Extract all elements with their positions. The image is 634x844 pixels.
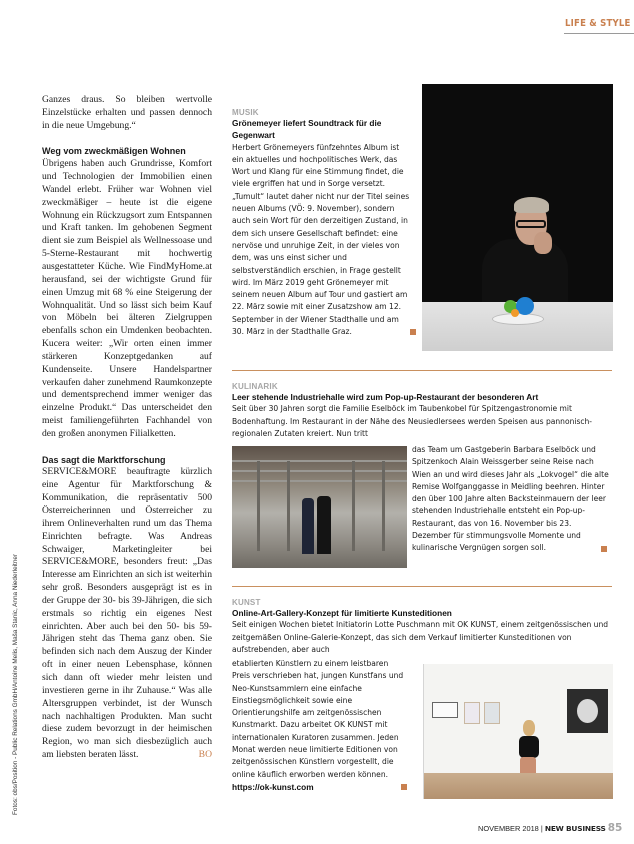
body-kunst-left-text: etablierten Künstlern zu einem leistbaren Preis verschrieben hat, jungen Kunstfans und Neo-Kunstsammlern eine einfache Einstiegsmöglichkeit sowie eine Orientierungshilfe am zeitgenössischen Kunstmarkt. Dazu arbeitet OK KUNST mit internationalen Kuratoren zusammen. Jeden Monat werden neue limitierte Editionen von zeitgenössischen Künstlern vorgestellt, die online käuflich erworben werden können.	[232, 659, 404, 779]
body-kulinarik-top-text: Seit über 30 Jahren sorgt die Familie Eselböck im Taubenkobel für Spitzengastronomie mit Bodenhaftung. Im Restaurant in der Nähe des Neusiedlersees werden Speisen aus pannonisch-regionalen Zutaten kreiert. Nun tritt	[232, 404, 593, 438]
photo-groenemeyer	[422, 84, 613, 351]
body-kulinarik-right	[412, 444, 612, 555]
body-kulinarik-right-text: das Team um Gastgeberin Barbara Eselböck und Spitzenkoch Alain Weissgerber seine Reise nach Wien an und wird dieses Jahr als „Lokvogel“ die alte Remise Wolfganggasse in Meidling beehren. Hinter den über 100 Jahre alten Backsteinmauern der leer stehenden Industriehalle entsteht ein Pop-up-Restaurant, das von 16. November bis 23. Dezember für stimmungsvolle Momente und kulinarische Vergnügen sorgen soll.	[412, 445, 609, 553]
kicker-kulinarik: KULINARIK	[232, 382, 278, 391]
title-kunst: Online-Art-Gallery-Konzept für limitierte Kunsteditionen	[232, 608, 452, 618]
section-header: LIFE & STYLE	[565, 18, 631, 29]
body-musik: Herbert Grönemeyers fünfzehntes Album ist ein aktuelles und hochpolitisches Werk, das Wort und Klang für eine Stimmung findet, die viele ergriffen hat und in Sorge versetzt. „Tumult“ lautet daher nicht nur der Titel seines neuen Albums (VÖ: 9. November), sondern auch sein Wort für den derzeitigen Zustand, in dem sich unsere Gesellschaft befindet: eine nervöse und unruhige Zeit, in der vieles von dem, was uns einst sicher und selbstverständlich erschien, in Frage gestellt wird. Im März 2019 geht Grönemeyer mit seinem neuen Album auf Tour und gastiert am 22. März sowie mit einer Zusatzshow am 12. September in der Wiener Stadthalle und am 30. März in der Stadthalle Graz.	[232, 142, 410, 337]
divider	[232, 370, 612, 371]
section-heading-wohnen: Weg vom zweckmäßigen Wohnen	[42, 146, 186, 157]
photo-credit: Fotos: obs/Position - Public Relations GmbH/Antoine Melis, Maša Stanic, Anna Niederleitner	[12, 553, 19, 815]
page-number: 85	[607, 822, 623, 834]
footer-date: NOVEMBER 2018	[478, 824, 539, 833]
title-musik: Grönemeyer liefert Soundtrack für die Gegenwart	[232, 118, 382, 141]
body-kunst-left	[232, 658, 407, 793]
intro-paragraph: Ganzes draus. So bleiben wertvolle Einzelstücke erhalten und passen dennoch in die neue Umgebung.“	[42, 94, 212, 131]
section-heading-marktforschung: Das sagt die Marktforschung	[42, 454, 166, 465]
body-kulinarik-top	[232, 403, 617, 440]
kicker-kunst: KUNST	[232, 598, 261, 607]
end-mark-icon	[601, 546, 607, 552]
main-article-column	[42, 94, 212, 762]
header-divider	[564, 33, 634, 34]
photo-gallery	[423, 664, 613, 799]
body-kunst-top: Seit einigen Wochen bietet Initiatorin Lotte Puschmann mit OK KUNST, einem zeitgenössischen und zeitgemäßen Online-Galerie-Konzept, das sich dem Verkauf limitierter Kunsteditionen von aufstrebenden, aber auch	[232, 620, 609, 654]
author-signature: BO	[198, 749, 212, 761]
article-kunst	[232, 598, 617, 656]
section-body-text: SERVICE&MORE beauftragte kürzlich eine Agentur für Marktforschung & Kommunikation, die repräsentativ 500 Österreicherinnen und Österreicher zu ihrem Onlineverhalten rund um das Thema Einrichten befragte. Was Andreas Schwaiger, Marketingleiter bei SERVICE&MORE, besonders freut: „Das Interesse am Einrichten an sich ist weiterhin sehr groß. Besonders ausgeprägt ist es in der Gruppe der 30- bis 39-Jährigen, die sich erstmals so richtig ein eigenes Nest einrichten. Aber auch bei den 50- bis 59-Jährigen steht das Thema ganz oben. Sie befinden sich nach dem Auszug der Kinder oft in einer neuen Lebensphase, können sich dann oft wieder mehr leisten und investieren gerne in ihr Zuhause.“ Was alle Altersgruppen verbindet, ist der Wunsch nach nachhaltigen Produkten. Man sucht diese zudem bevorzugt in der heimischen Region, wo man sich diesbezüglich auch am liebsten beraten lässt.	[42, 466, 212, 761]
divider	[232, 586, 612, 587]
page-footer	[478, 822, 622, 834]
end-mark-icon	[410, 329, 416, 335]
link-ok-kunst[interactable]: https://ok-kunst.com	[232, 781, 314, 792]
article-musik	[232, 108, 412, 338]
article-kulinarik	[232, 382, 617, 440]
section-body-marktforschung	[42, 466, 212, 761]
end-mark-icon	[401, 784, 407, 790]
footer-separator: |	[540, 824, 543, 833]
section-body-wohnen: Übrigens haben auch Grundrisse, Komfort und Technologien der Immobilien einen Wandel erlebt. Früher war Wohnen viel zweckmäßiger – heute ist die eigene Wohnung ein Rückzugsort zum Entspannen und Kraft tanken. Im gehobenen Segment dient sie zum Beispiel als Wellnessoase und 5-Sterne-Restaurant mit hochwertig ausgestatteter Küche. Wie FindMyHome.at herausfand, sei der wichtigste Grund für einen Umzug mit 68 % eine Steigerung der Wohnqualität. Und so lässt sich beim Kauf von Möbeln bei älteren Zielgruppen ebenfalls schon ein Umdenken beobachten. Kucera weiter: „Wir orten einen immer stärkeren Konzeptgedanken auf Kundenseite. Unsere Handelspartner verkaufen daher zunehmend Raumkonzepte und dementsprechend immer weniger das einzelne Produkt.“ Das unterscheidet den meist familiengeführten Fachhandel von den großen anonymen Filialketten.	[42, 158, 212, 439]
footer-brand: NEW BUSINESS	[544, 824, 606, 833]
title-kulinarik: Leer stehende Industriehalle wird zum Pop-up-Restaurant der besonderen Art	[232, 392, 539, 402]
kicker-musik: MUSIK	[232, 108, 259, 117]
photo-industriehalle	[232, 446, 407, 568]
